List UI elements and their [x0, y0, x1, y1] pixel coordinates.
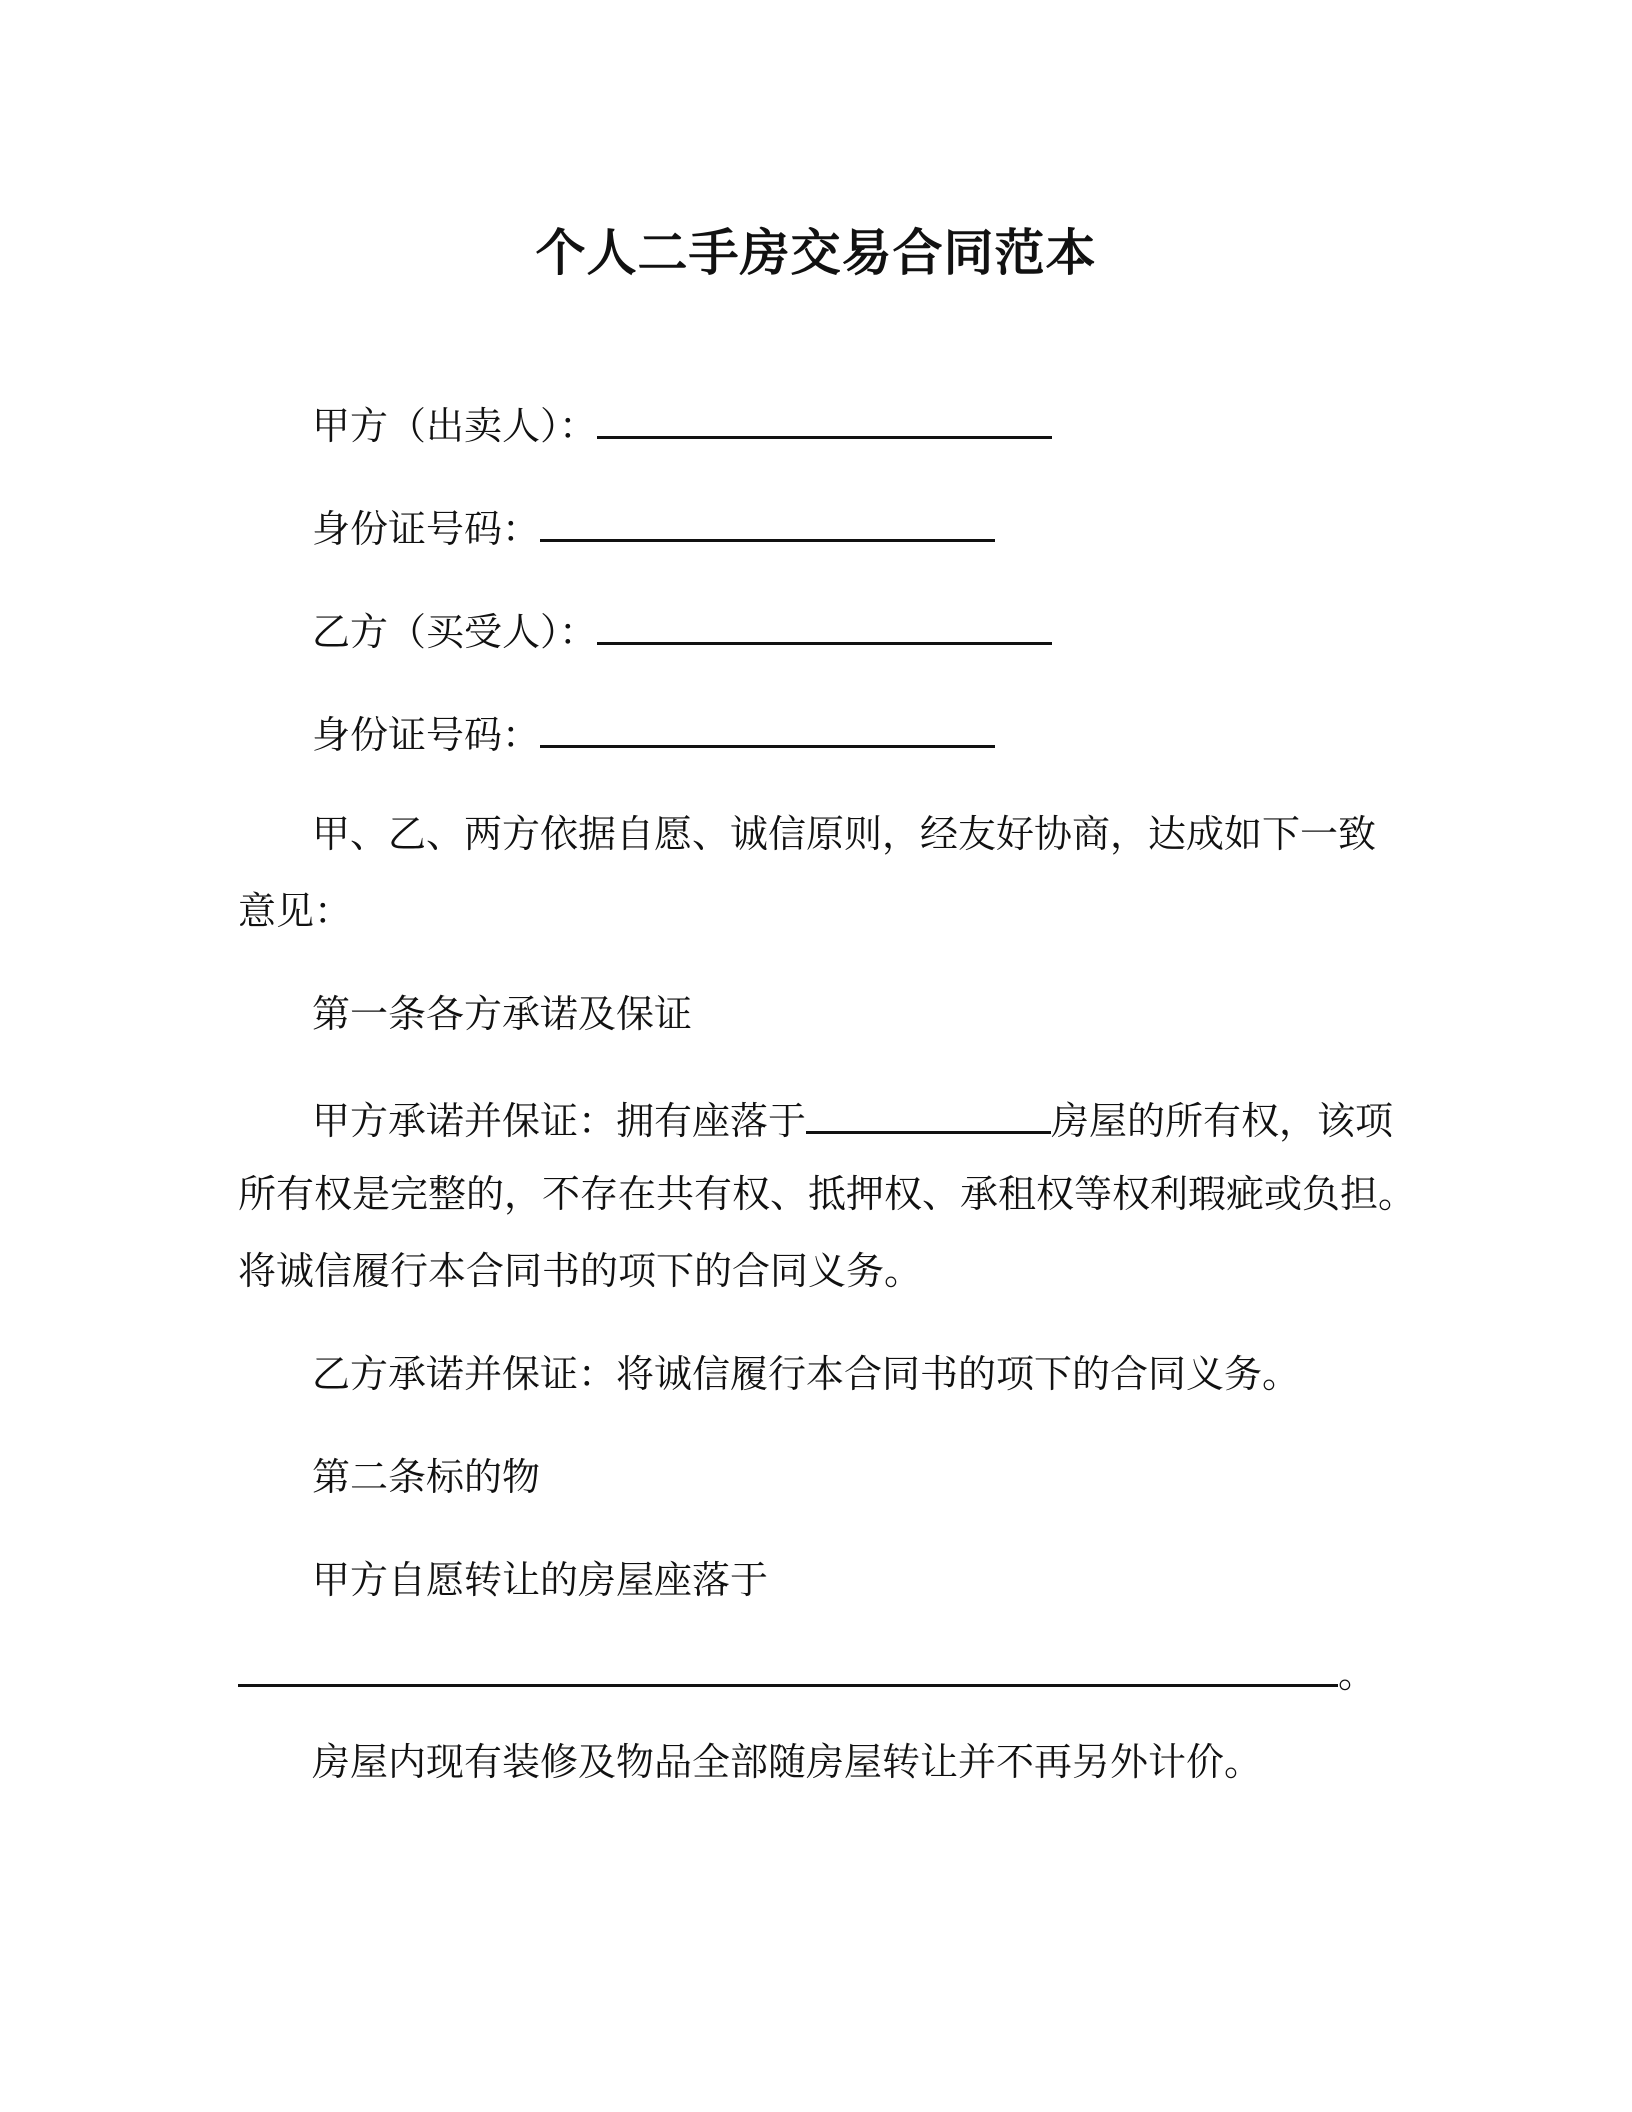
buyer-id-label: 身份证号码： [312, 713, 541, 757]
seller-id-label: 身份证号码： [312, 507, 541, 551]
buyer-label: 乙方（买受人）： [312, 610, 598, 654]
party-b-promise: 乙方承诺并保证：将诚信履行本合同书的项下的合同义务。 [312, 1352, 1301, 1396]
party-a-promise-suffix: 房屋的所有权，该项 [1051, 1099, 1394, 1143]
buyer-id-field [312, 705, 995, 761]
intro-paragraph-line1: 甲、乙、两方依据自愿、诚信原则，经友好协商，达成如下一致 [312, 812, 1377, 856]
transfer-end-mark: 。 [1338, 1652, 1377, 1696]
document-title: 个人二手房交易合同范本 [535, 224, 1097, 282]
transfer-address-line [238, 1644, 1376, 1700]
buyer-field [312, 602, 1052, 658]
seller-id-blank[interactable] [540, 499, 995, 542]
party-a-promise-line2: 所有权是完整的，不存在共有权、抵押权、承租权等权利瑕疵或负担。 [238, 1172, 1417, 1216]
seller-field [312, 396, 1052, 452]
party-a-promise-line1 [312, 1091, 1393, 1147]
article2-heading: 第二条标的物 [312, 1455, 541, 1499]
buyer-name-blank[interactable] [597, 602, 1052, 645]
seller-id-field [312, 499, 995, 555]
property-location-blank[interactable] [806, 1091, 1051, 1134]
transfer-address-blank[interactable] [238, 1644, 1338, 1687]
seller-label: 甲方（出卖人）： [312, 404, 598, 448]
party-a-promise-line3: 将诚信履行本合同书的项下的合同义务。 [238, 1249, 923, 1293]
party-a-promise-prefix: 甲方承诺并保证：拥有座落于 [312, 1099, 807, 1143]
fixtures-line: 房屋内现有装修及物品全部随房屋转让并不再另外计价。 [312, 1740, 1263, 1784]
intro-paragraph-line2: 意见： [238, 889, 353, 933]
seller-name-blank[interactable] [597, 396, 1052, 439]
transfer-line: 甲方自愿转让的房屋座落于 [312, 1558, 769, 1602]
article1-heading: 第一条各方承诺及保证 [312, 992, 693, 1036]
buyer-id-blank[interactable] [540, 705, 995, 748]
